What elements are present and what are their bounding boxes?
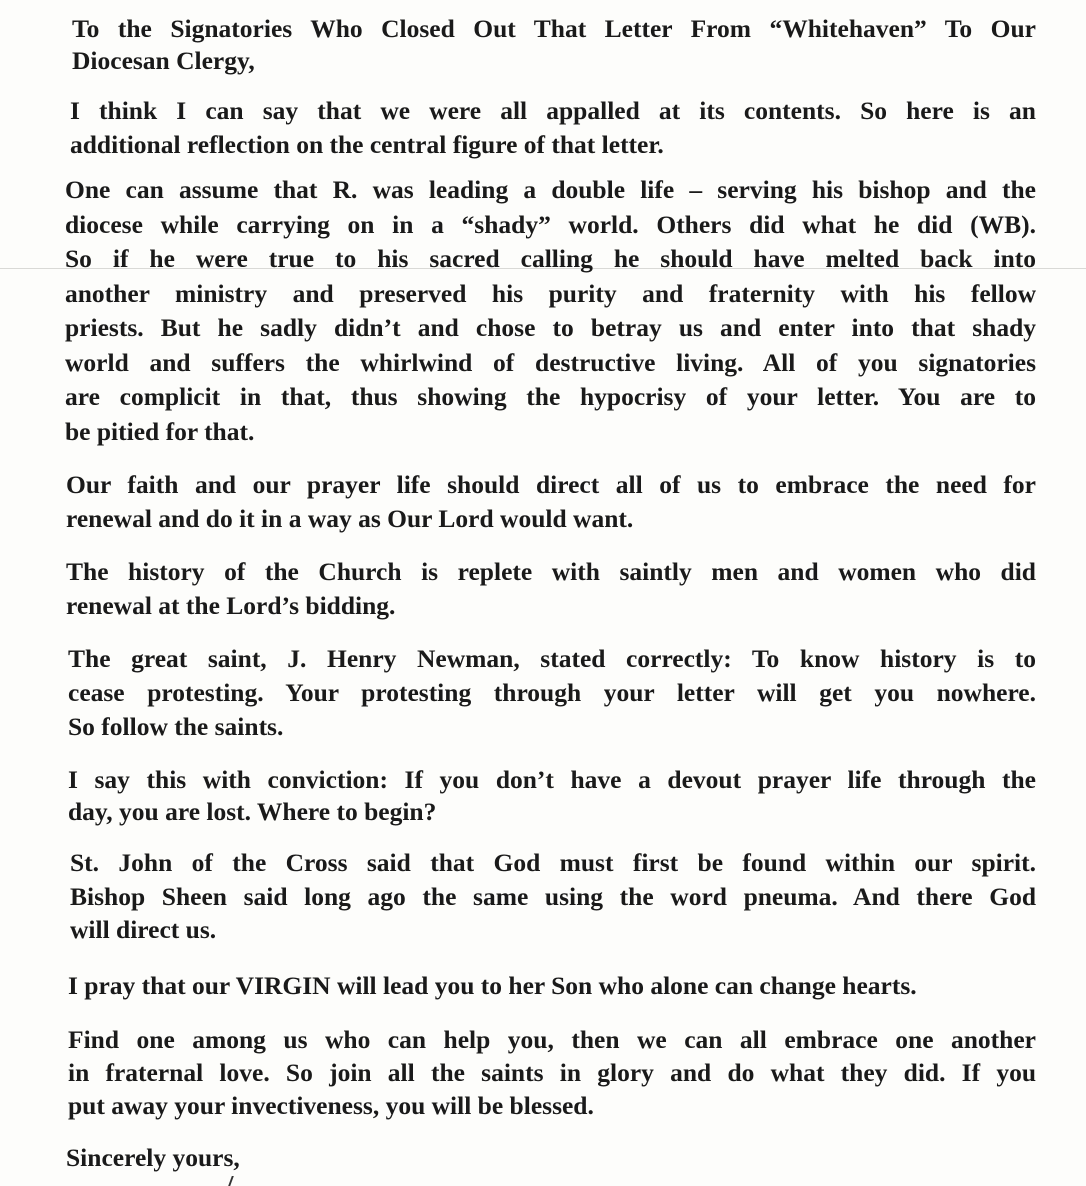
paragraph-line: another ministry and preserved his purity and fraternity with his fellow (65, 278, 1036, 308)
paragraph-line: world and suffers the whirlwind of destructive living. All of you signatories (65, 347, 1036, 377)
paragraph-line: put away your invectiveness, you will be blessed. (68, 1091, 594, 1120)
paragraph-line: will direct us. (70, 915, 217, 944)
paragraph-line: renewal at the Lord’s bidding. (66, 591, 396, 620)
paragraph-line: Our faith and our prayer life should direct all of us to embrace the need for (66, 470, 1036, 499)
paragraph-line: Bishop Sheen said long ago the same using the word pneuma. And there God (70, 881, 1036, 911)
paragraph-line: So follow the saints. (68, 712, 284, 741)
paragraph-line: The history of the Church is replete with saintly men and women who did (66, 557, 1036, 586)
paragraph-line: priests. But he sadly didn’t and chose to betray us and enter into that shady (65, 313, 1036, 342)
paragraph-line: additional reflection on the central figure of that letter. (70, 130, 664, 159)
paragraph-line: diocese while carrying on in a “shady” world. Others did what he did (WB). (65, 209, 1036, 239)
paragraph-line: So if he were true to his sacred calling he should have melted back into (65, 244, 1036, 273)
salutation-line: To the Signatories Who Closed Out That Letter From “Whitehaven” To Our (72, 14, 1036, 43)
paragraph-line: I think I can say that we were all appalled at its contents. So here is an (70, 96, 1036, 125)
paragraph-line: Find one among us who can help you, then we can all embrace one another (68, 1025, 1036, 1054)
paragraph-line: day, you are lost. Where to begin? (68, 797, 437, 826)
paragraph-line: be pitied for that. (65, 416, 255, 446)
salutation-line: Diocesan Clergy, (72, 46, 255, 75)
paragraph-line: St. John of the Cross said that God must first be found within our spirit. (70, 848, 1036, 877)
paragraph-line: The great saint, J. Henry Newman, stated correctly: To know history is to (68, 644, 1036, 673)
paragraph-line: I say this with conviction: If you don’t have a devout prayer life through the (68, 765, 1036, 794)
paragraph-line: are complicit in that, thus showing the hypocrisy of your letter. You are to (65, 382, 1036, 411)
paragraph-line: renewal and do it in a way as Our Lord would want. (66, 504, 634, 533)
paragraph-line: One can assume that R. was leading a double life – serving his bishop and the (65, 175, 1036, 204)
signature-mark (228, 1176, 242, 1186)
paragraph-line: in fraternal love. So join all the saints in glory and do what they did. If you (68, 1058, 1036, 1087)
closing-line: Sincerely yours, (66, 1143, 240, 1172)
paragraph-line: cease protesting. Your protesting through your letter will get you nowhere. (68, 678, 1036, 707)
paragraph-line: I pray that our VIRGIN will lead you to her Son who alone can change hearts. (68, 971, 917, 1000)
